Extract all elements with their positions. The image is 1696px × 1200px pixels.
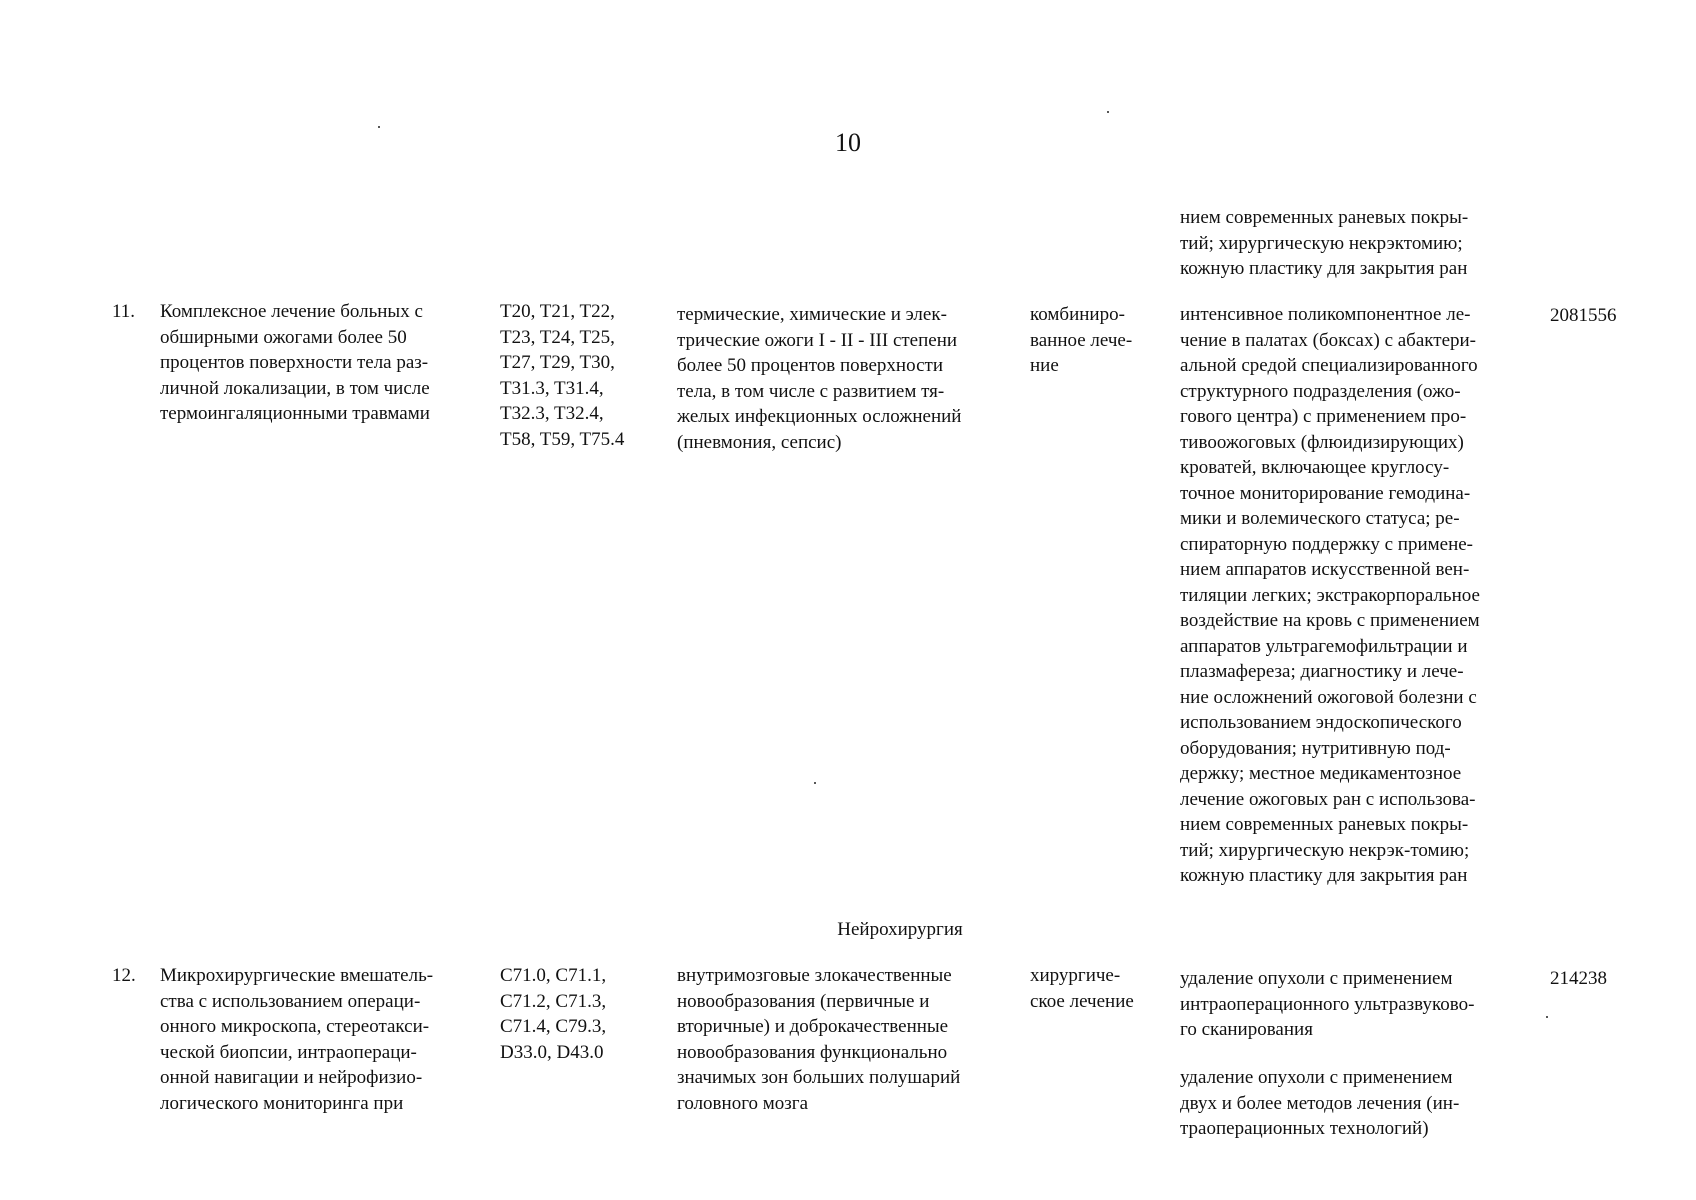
text-line: онного микроскопа, стереотакси- (160, 1016, 430, 1037)
text-line: кожную пластику для закрытия ран (1180, 258, 1468, 279)
text-line: держку; местное медикаментозное (1180, 763, 1462, 784)
text-line: альной средой специализированного (1180, 355, 1478, 376)
text-line: обширными ожогами более 50 (160, 326, 407, 348)
text-line: термоингаляционными травмами (160, 403, 430, 424)
text-line: оборудования; нутритивную под- (1180, 737, 1451, 759)
text-line: Комплексное лечение больных с (160, 301, 423, 322)
text-line: тий; хирургическую некрэктомию; (1180, 232, 1463, 254)
text-line: лечение ожоговых ран с использова- (1180, 788, 1476, 810)
text-line: вторичные) и доброкачественные (677, 1016, 949, 1037)
text-line: T32.3, T32.4, (500, 403, 604, 424)
page-number: 10 (835, 128, 861, 157)
text-line: личной локализации, в том числе (160, 377, 430, 399)
scan-speck (378, 126, 380, 128)
text-line: плазмафереза; диагностику и лече- (1180, 661, 1464, 682)
text-line: головного мозга (677, 1092, 809, 1114)
text-line: C71.0, C71.1, (500, 965, 607, 986)
text-line: точное мониторирование гемодина- (1180, 482, 1471, 504)
text-line: аппаратов ультрагемофильтрации и (1180, 635, 1468, 657)
procedure-name (160, 299, 430, 427)
text-line: ние осложнений ожоговой болезни с (1180, 686, 1477, 708)
text-line: более 50 процентов поверхности (677, 355, 943, 376)
text-line: комбиниро- (1030, 304, 1125, 325)
row-number: 12. (112, 965, 136, 986)
text-line: чение в палатах (боксах) с абактери- (1180, 329, 1476, 351)
treatment-method (1180, 1065, 1459, 1142)
text-line: новообразования функционально (677, 1041, 948, 1063)
text-line: ческой биопсии, интраопераци- (160, 1041, 417, 1063)
text-line: (пневмония, сепсис) (677, 431, 842, 453)
price: 2081556 (1550, 305, 1617, 326)
text-line: T31.3, T31.4, (500, 377, 604, 399)
text-line: ское лечение (1030, 990, 1134, 1012)
text-line: ние (1030, 355, 1059, 376)
text-line: D33.0, D43.0 (500, 1041, 604, 1063)
text-line: интенсивное поликомпонентное ле- (1180, 304, 1471, 325)
text-line: интраоперационного ультразвуково- (1180, 993, 1475, 1015)
text-line: логического мониторинга при (160, 1092, 404, 1114)
text-line: тела, в том числе с развитием тя- (677, 380, 945, 402)
treatment-type (1030, 963, 1134, 1014)
text-line: Микрохирургические вмешатель- (160, 965, 434, 986)
patient-model (677, 963, 960, 1116)
section-heading: Нейрохирургия (837, 919, 963, 940)
treatment-method (1180, 966, 1474, 1043)
scan-speck (814, 782, 816, 784)
text-line: термические, химические и элек- (677, 304, 947, 325)
text-line: использованием эндоскопического (1180, 712, 1462, 733)
carryover-method (1180, 205, 1468, 282)
text-line: траоперационных технологий) (1180, 1118, 1429, 1139)
text-line: кроватей, включающее круглосу- (1180, 457, 1450, 478)
text-line: го сканирования (1180, 1019, 1313, 1040)
patient-model (677, 302, 961, 455)
text-line: мики и волемического статуса; ре- (1180, 508, 1460, 529)
text-line: значимых зон больших полушарий (677, 1067, 961, 1088)
text-line: двух и более методов лечения (ин- (1180, 1092, 1460, 1114)
text-line: тиляции легких; экстракорпоральное (1180, 584, 1480, 606)
text-line: гового центра) с применением про- (1180, 406, 1467, 427)
text-line: кожную пластику для закрытия ран (1180, 865, 1468, 886)
text-line: желых инфекционных осложнений (677, 406, 962, 427)
scan-speck (1107, 111, 1109, 113)
text-line: ства с использованием операци- (160, 990, 421, 1012)
text-line: внутримозговые злокачественные (677, 965, 952, 986)
text-line: онной навигации и нейрофизио- (160, 1067, 423, 1088)
text-line: трические ожоги I - II - III степени (677, 329, 958, 351)
diagnosis-codes (500, 963, 606, 1065)
text-line: структурного подразделения (ожо- (1180, 380, 1461, 402)
treatment-method (1180, 302, 1480, 889)
text-line: нием современных раневых покры- (1180, 207, 1469, 228)
text-line: C71.4, C79.3, (500, 1016, 607, 1037)
text-line: нием аппаратов искусственной вен- (1180, 559, 1470, 580)
text-line: воздействие на кровь с применением (1180, 610, 1480, 631)
procedure-name (160, 963, 433, 1116)
scan-speck (1546, 1016, 1548, 1018)
treatment-type (1030, 302, 1132, 379)
text-line: спираторную поддержку с примене- (1180, 533, 1474, 555)
text-line: процентов поверхности тела раз- (160, 352, 429, 373)
price: 214238 (1550, 968, 1607, 989)
text-line: T20, T21, T22, (500, 301, 615, 322)
text-line: новообразования (первичные и (677, 990, 930, 1012)
text-line: удаление опухоли с применением (1180, 1067, 1453, 1088)
text-line: хирургиче- (1030, 965, 1121, 986)
text-line: C71.2, C71.3, (500, 990, 607, 1012)
text-line: T23, T24, T25, (500, 326, 615, 348)
row-number: 11. (112, 301, 136, 322)
text-line: тивоожоговых (флюидизирующих) (1180, 431, 1464, 453)
text-line: ванное лече- (1030, 329, 1133, 351)
text-line: T58, T59, T75.4 (500, 428, 625, 450)
text-line: удаление опухоли с применением (1180, 968, 1453, 989)
text-line: тий; хирургическую некрэк-томию; (1180, 839, 1470, 861)
diagnosis-codes (500, 299, 624, 452)
text-line: нием современных раневых покры- (1180, 814, 1469, 835)
text-line: T27, T29, T30, (500, 352, 615, 373)
